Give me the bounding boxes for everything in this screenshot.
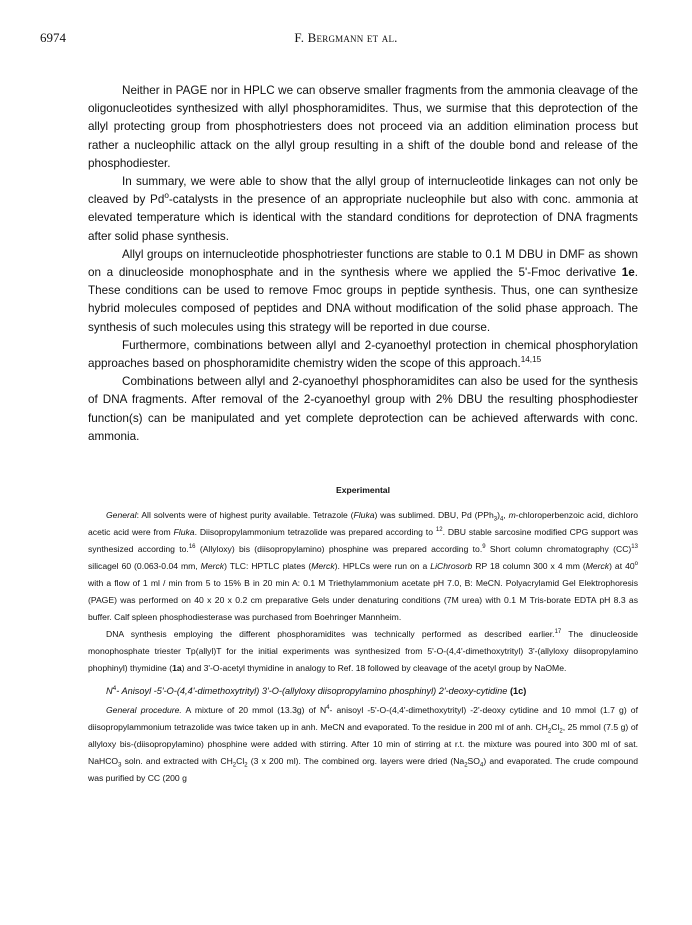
experimental-section (88, 482, 638, 787)
compound-1c-heading: $N^4-$ Anisoyl -5'-O-(4,4'-dimethoxytrityl) 3'-O-(allyloxy diisopropylamino phosphinyl) 2'-deoxy-cytidine (1c) (106, 684, 527, 696)
paragraph-dbu-stability: Allyl groups on internucleotide phosphotriester functions are stable to 0.1 M DBU in DMF as shown on a dinucleoside monophosphate and in the synthesis where we applied the 5'-Fmoc derivative 1e. These conditions can be used to remove Fmoc groups in peptide synthesis. Thus, one can synthesize hybrid molecules composed of peptides and DNA without modification of the solid phase approach. The synthesis of such molecules using this strategy will be reported in due course. (88, 247, 638, 334)
main-text (88, 82, 638, 446)
paragraph-combinations: Combinations between allyl and 2-cyanoethyl phosphoramidites can also be used for the synthesis of DNA fragments. After removal of the 2-cyanoethyl group with 2% DBU the resulting phosphodiester function(s) can be manipulated and yet complete deprotection can be achieved afterwards with conc. ammonia. (88, 375, 638, 443)
running-header-author: F. Bergmann et al. (294, 30, 398, 45)
paragraph-page-hplc: Neither in PAGE nor in HPLC we can observe smaller fragments from the ammonia cleavage of the oligonucleotides synthesized with allyl phosphoramidites. Thus, we surmise that this deprotection of the allyl protecting group from phosphotriesters does not proceed via an addition elimination process but rather a nucleophilic attack on the allyl group resulting in a shift of the double bond and release of the phosphodiester. (88, 84, 638, 170)
paragraph-general-procedure: General procedure. A mixture of 20 mmol (13.3g) of $N^4-$ anisoyl -5'-O-(4,4'-dimethoxytrityl) -2'-deoxy cytidine and 10 mmol (1.7 g) of diisopropylammonium tetrazolide was twice taken up in anh. MeCN and evaporated. To the residue in 200 ml of anh. $CH_2Cl_2$, 25 mmol (7.5 g) of allyloxy bis-(diisopropylamino) phosphine were added with stirring. After 10 min of stirring at r.t. the mixture was poured into 300 ml of sat. NaHCO$_3$ soln. and extracted with $CH_2Cl_2$ (3 x 200 ml). The combined org. layers were dried $(Na_2SO_4)$ and evaporated. The crude compound was purified by CC (200 g (88, 705, 638, 783)
paragraph-summary: In summary, we were able to show that the allyl group of internucleotide linkages can not only be cleaved by Pd$^o$-catalysts in the presence of an appropriate nucleophile but also with conc. ammonia at elevated temperature which is identical with the standard conditions for deprotection of DNA fragments after solid phase synthesis. (88, 175, 638, 243)
paragraph-cyanoethyl: Furthermore, combinations between allyl and 2-cyanoethyl protection in chemical phosphorylation approaches based on phosphoramidite chemistry widen the scope of this approach.$^{14,15}$ (88, 338, 638, 371)
page-number: 6974 (40, 30, 66, 45)
experimental-heading: Experimental (336, 485, 390, 495)
paragraph-dna-synthesis: DNA synthesis employing the different phosphoramidites was technically performed as described earlier.$^{17}$ The dinucleoside monophosphate triester Tp(allyl)T for the initial experiments was synthesized from 5'-O-(4,4'-dimethoxytrityl) 3'-(allyloxy diisopropylamino phophinyl) thymidine (1a) and 3'-O-acetyl thymidine in analogy to Ref. 18 followed by cleavage of the acetyl group by NaOMe. (88, 629, 638, 673)
paragraph-general: General: All solvents were of highest purity available. Tetrazole (Fluka) was sublimed. DBU, Pd $(PPh_3)_4$, m-chloroperbenzoic acid, dichloro acetic acid were from Fluka. Diisopropylammonium tetrazolide was prepared according to $^{12}$. DBU stable sarcosine modified CPG support was synthesized according to.$^{16}$ (Allyloxy) bis (diisopropylamino) phosphine was prepared according to.$^9$ Short column chromatography (CC)$^{13}$ silicagel 60 (0.063-0.04 mm, Merck) TLC: HPTLC plates (Merck). HPLCs were run on a LiChrosorb RP 18 column 300 x 4 mm (Merck) at 40$^o$ with a flow of 1 ml / min from 5 to 15% B in 20 min A: 0.1 M Triethylammonium acetate pH 7.0, B: MeCN. Polyacrylamid Gel Elektrophoresis (PAGE) was performed on 40 x 20 x 0.2 cm preparative Gels under denaturing conditions (7M urea) with 0.1 M Tris-borate EDTA pH 8.3 as buffer. Calf spleen phosphodiesterase was purchased from Boehringer Mannheim. (88, 510, 638, 622)
